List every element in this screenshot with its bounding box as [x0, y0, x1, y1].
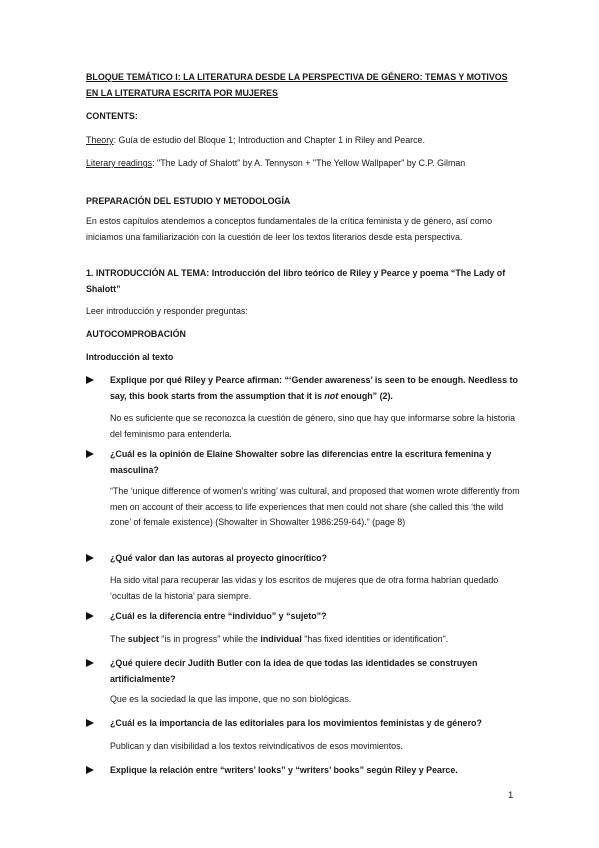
question-text: ¿Cuál es la diferencia entre “individuo” y “sujeto”?: [110, 611, 327, 621]
answer-part: The: [110, 634, 128, 644]
question-text: ¿Qué quiere decir Judith Butler con la idea de que todas las identidades se construyen artificialmente?: [110, 658, 478, 684]
question-item-3: [86, 551, 522, 567]
answer-text: No es suficiente que se reconozca la cuestión de género, sino que hay que informarse sobre la historia del feminismo para entenderla.: [110, 413, 516, 439]
question-item-2: [86, 447, 522, 478]
answer-text: “The ‘unique difference of women’s writing’ was cultural, and proposed that women wrote differently from men on account of their access to life experiences that men could not share (she called this ‘the wild zone’ of female existence) (Showalter in Showalter 1986:259-64).” (page 8): [110, 486, 520, 527]
bullet-arrow-icon: [86, 554, 94, 562]
answer-bold: subject: [127, 634, 159, 644]
instruction-text: Leer introducción y responder preguntas:: [86, 306, 248, 316]
question-text: ¿Qué valor dan las autoras al proyecto ginocrítico?: [110, 553, 327, 563]
answer-part: "has fixed identities or identification".: [301, 634, 449, 644]
answer-part: "is in progress" while the: [158, 634, 261, 644]
question-item-7: [86, 763, 522, 779]
bullet-arrow-icon: [86, 766, 94, 774]
theory-text: : Guía de estudio del Bloque 1; Introduction and Chapter 1 in Riley and Pearce.: [113, 135, 425, 145]
question-text: ¿Cuál es la opinión de Elaine Showalter sobre las diferencias entre la escritura femenina y masculina?: [110, 449, 492, 475]
answer-bold: individual: [260, 634, 302, 644]
answer-text: Ha sido vital para recuperar las vidas y los escritos de mujeres que de otra forma habrían quedado ‘ocultas de la historia’ para siempre.: [110, 575, 499, 601]
page-number: 1: [508, 790, 514, 801]
subheading-intro: Introducción al texto: [86, 352, 174, 362]
bullet-arrow-icon: [86, 612, 94, 620]
answer-text: Publican y dan visibilidad a los textos reivindicativos de esos movimientos.: [110, 741, 404, 751]
question-item-5: [86, 656, 522, 687]
answer-text: Que es la sociedad la que las impone, que no son biológicas.: [110, 694, 352, 704]
question-text-part: Explique por qué Riley y Pearce afirman: “‘Gender awareness’ is seen to be enough. Needless to say, this book starts from the assumption that it is: [110, 375, 518, 401]
question-text: ¿Cuál es la importancia de las editoriales para los movimientos feministas y de género?: [110, 718, 482, 728]
readings-label: Literary readings: [86, 158, 153, 168]
question-text-part: enough” (2).: [338, 390, 393, 401]
preparation-heading: PREPARACIÓN DEL ESTUDIO Y METODOLOGÍA: [86, 196, 291, 206]
question-item-6: [86, 716, 522, 732]
contents-heading: CONTENTS:: [86, 111, 138, 121]
section-1-heading: 1. INTRODUCCIÓN AL TEMA: Introducción del libro teórico de Riley y Pearce y poema “The Lady of Shalott”: [86, 268, 506, 294]
theory-label: Theory: [86, 135, 114, 145]
answer-text: [110, 632, 522, 648]
readings-text: : "The Lady of Shalott" by A. Tennyson + "The Yellow Wallpaper" by C.P. Gilman: [152, 158, 466, 168]
theory-line: [86, 133, 520, 149]
question-text: Explique la relación entre “writers’ looks” y “writers’ books” según Riley y Pearce.: [110, 765, 458, 775]
question-item-4: [86, 609, 522, 625]
bullet-arrow-icon: [86, 659, 94, 667]
bullet-arrow-icon: [86, 450, 94, 458]
readings-line: [86, 156, 520, 172]
self-check-heading: AUTOCOMPROBACIÓN: [86, 329, 186, 339]
bullet-arrow-icon: [86, 376, 94, 384]
document-title: BLOQUE TEMÁTICO I: LA LITERATURA DESDE LA PERSPECTIVA DE GÉNERO: TEMAS Y MOTIVOS EN LA LITERATURA ESCRITA POR MUJERES: [86, 72, 508, 98]
question-emphasis: not: [324, 390, 339, 401]
question-text: [110, 373, 522, 404]
intro-paragraph: En estos capítulos atendemos a conceptos fundamentales de la crítica feminista y de género, así como iniciamos una familiarización con la cuestión de leer los textos literarios desde esta perspectiva.: [86, 216, 493, 242]
bullet-arrow-icon: [86, 719, 94, 727]
question-item-1: [86, 373, 522, 404]
